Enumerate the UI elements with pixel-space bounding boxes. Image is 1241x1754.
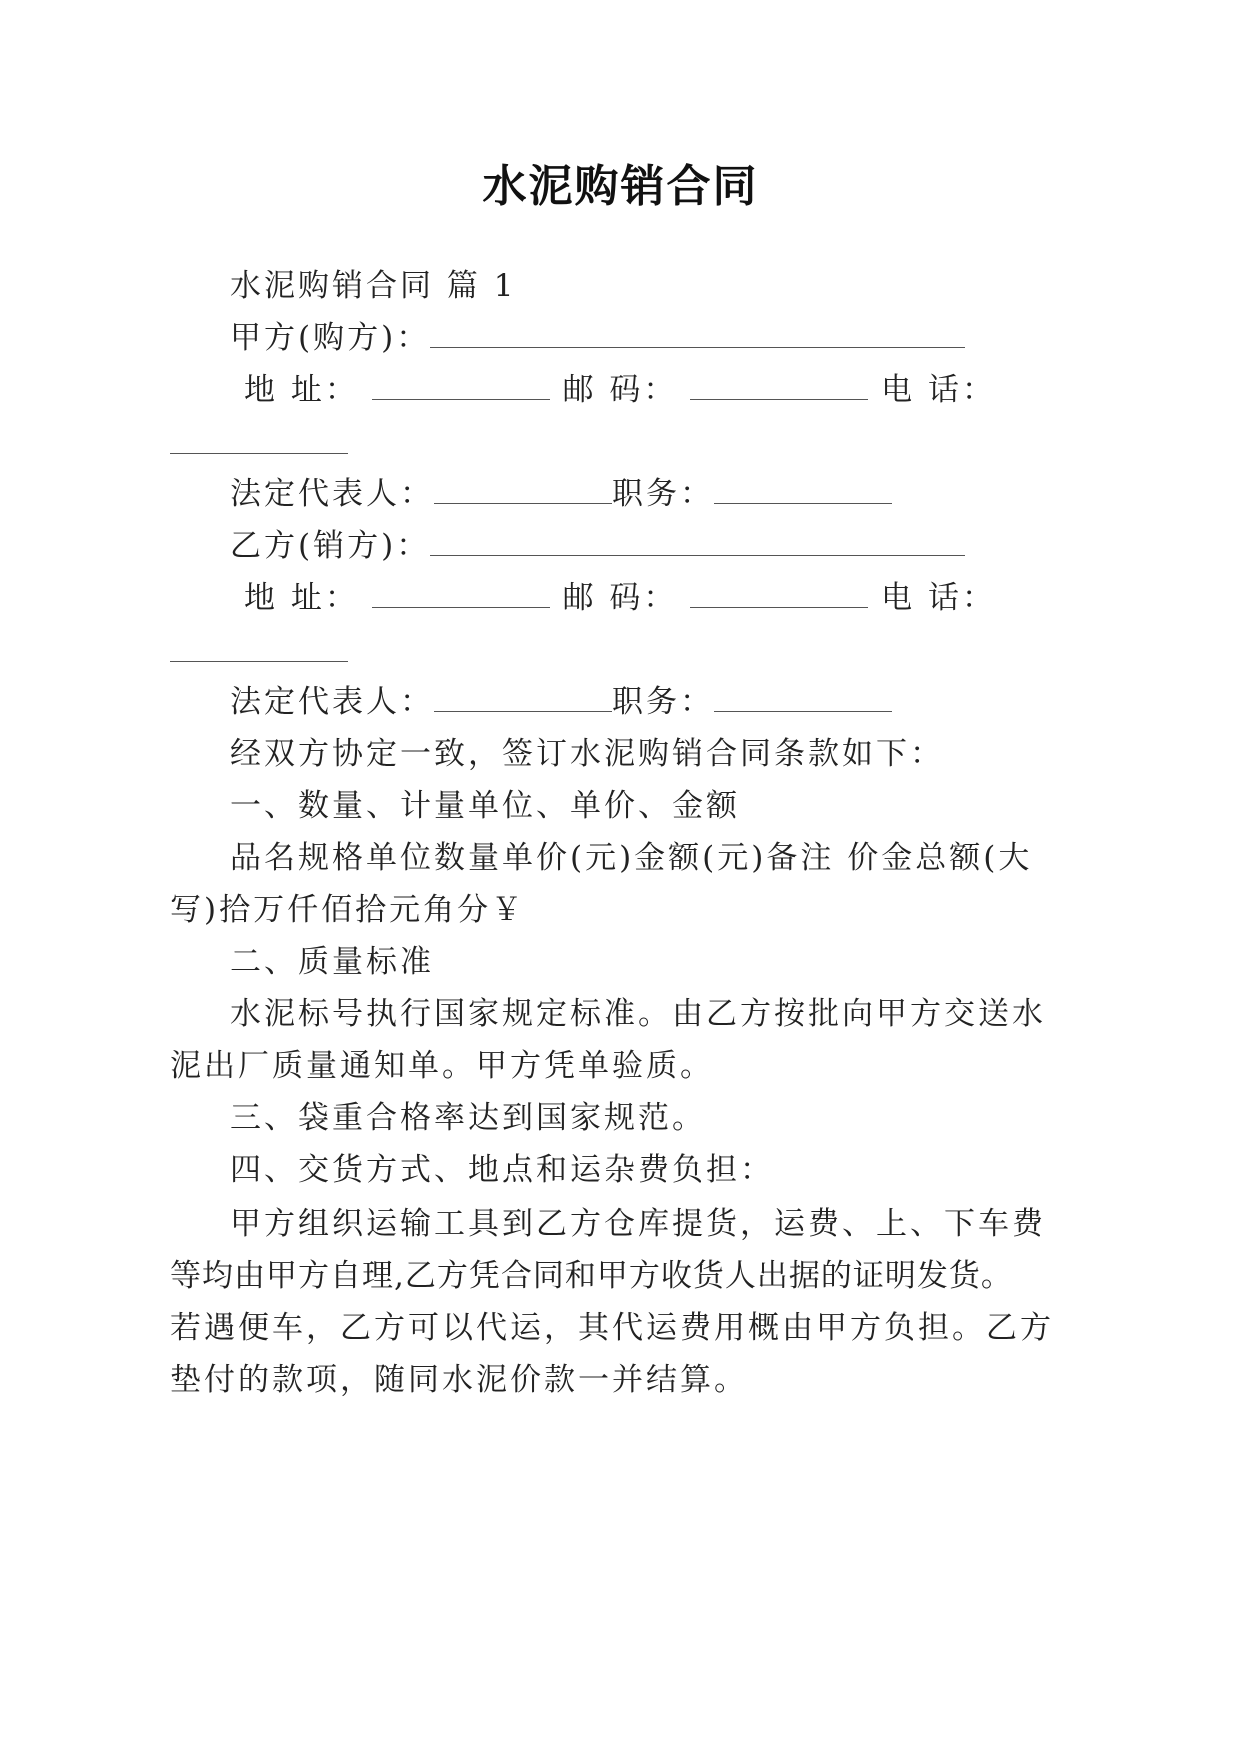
party-b-contact-row (244, 578, 996, 618)
party-b-row (230, 526, 965, 566)
clause-4-line-3: 若遇便车，乙方可以代运，其代运费用概由甲方负担。乙方 (170, 1310, 1054, 1346)
party-a-address-blank[interactable] (372, 371, 550, 400)
party-b-postcode-label: 邮 码： (562, 580, 678, 616)
party-b-address-label: 地 址： (244, 580, 359, 616)
document-title: 水泥购销合同 (482, 161, 759, 212)
party-a-address-label: 地 址： (244, 372, 359, 408)
party-a-rep-blank[interactable] (434, 475, 612, 504)
clause-1-line-1: 品名规格单位数量单价(元)金额(元)备注 价金总额(大 (230, 840, 1033, 876)
party-a-rep-row (230, 474, 892, 514)
party-a-phone-label: 电 话： (881, 372, 997, 408)
clause-2-line-1: 水泥标号执行国家规定标准。由乙方按批向甲方交送水 (230, 996, 1046, 1032)
party-b-phone-blank[interactable] (170, 633, 348, 662)
party-a-phone-blank[interactable] (170, 425, 348, 454)
party-b-postcode-blank[interactable] (690, 579, 868, 608)
party-a-blank[interactable] (430, 319, 965, 348)
clause-2-heading: 二、质量标准 (230, 944, 434, 980)
clause-1-line-2: 写)拾万仟佰拾元角分￥ (170, 892, 526, 928)
party-a-rep-label: 法定代表人： (230, 476, 434, 512)
clause-4-line-4: 垫付的款项，随同水泥价款一并结算。 (170, 1362, 748, 1398)
clause-4-heading: 四、交货方式、地点和运杂费负担： (230, 1152, 774, 1188)
party-b-phone-label: 电 话： (881, 580, 997, 616)
clause-3: 三、袋重合格率达到国家规范。 (230, 1100, 706, 1136)
party-a-row (230, 318, 965, 358)
party-b-rep-label: 法定代表人： (230, 684, 434, 720)
party-b-phone-row (170, 632, 348, 672)
party-a-contact-row (244, 370, 996, 410)
intro-text: 经双方协定一致，签订水泥购销合同条款如下： (230, 736, 944, 772)
party-a-postcode-label: 邮 码： (562, 372, 678, 408)
party-a-label: 甲方(购方)： (230, 320, 431, 356)
party-b-label: 乙方(销方)： (230, 528, 431, 564)
clause-4-line-1: 甲方组织运输工具到乙方仓库提货，运费、上、下车费 (230, 1206, 1046, 1242)
clause-1-heading: 一、数量、计量单位、单价、金额 (230, 788, 740, 824)
party-b-position-blank[interactable] (714, 683, 892, 712)
clause-2-line-2: 泥出厂质量通知单。甲方凭单验质。 (170, 1048, 714, 1084)
party-b-blank[interactable] (430, 527, 965, 556)
section-heading: 水泥购销合同 篇 1 (230, 268, 517, 304)
party-a-position-blank[interactable] (714, 475, 892, 504)
clause-4-line-2: 等均由甲方自理,乙方凭合同和甲方收货人出据的证明发货。 (170, 1258, 1013, 1294)
party-a-postcode-blank[interactable] (690, 371, 868, 400)
party-a-phone-row (170, 424, 348, 464)
party-b-rep-row (230, 682, 892, 722)
party-b-address-blank[interactable] (372, 579, 550, 608)
party-b-position-label: 职务： (612, 684, 714, 720)
party-b-rep-blank[interactable] (434, 683, 612, 712)
party-a-position-label: 职务： (612, 476, 714, 512)
